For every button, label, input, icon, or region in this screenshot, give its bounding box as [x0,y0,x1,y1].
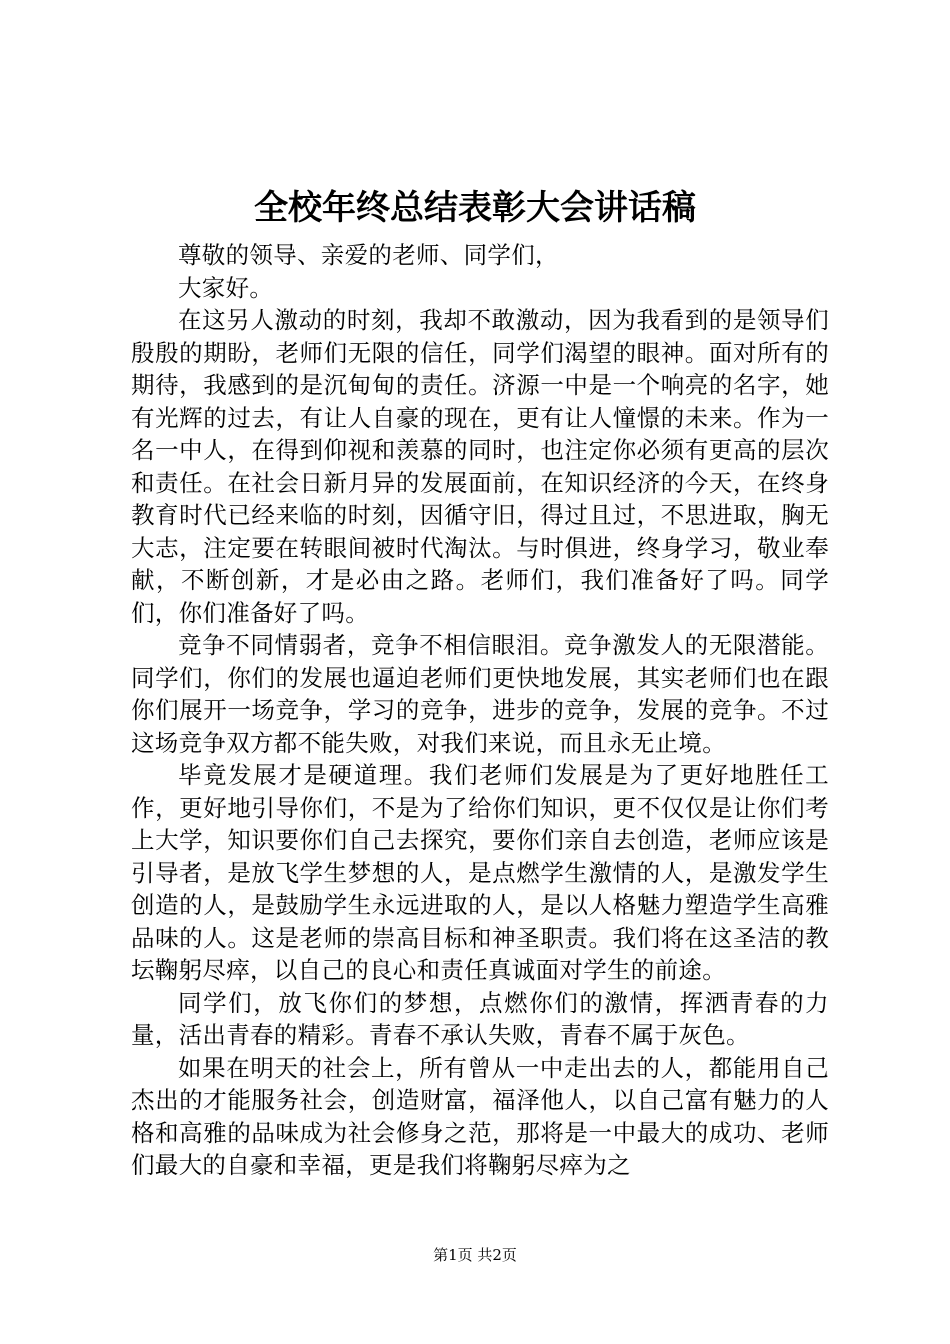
page-number-footer: 第1页 共2页 [433,1246,517,1264]
paragraph: 如果在明天的社会上，所有曾从一中走出去的人，都能用自己杰出的才能服务社会，创造财富，福泽他人，以自己富有魅力的人格和高雅的品味成为社会修身之范，那将是一中最大的成功、老师们最大的自豪和幸福，更是我们将鞠躬尽瘁为之 [131,1053,829,1179]
document-title: 全校年终总结表彰大会讲话稿 [254,188,696,228]
greeting: 大家好。 [178,273,274,302]
paragraph: 同学们，放飞你们的梦想，点燃你们的激情，挥洒青春的力量，活出青春的精彩。青春不承认失败，青春不属于灰色。 [131,988,829,1049]
document-body [131,239,829,1182]
paragraph: 毕竟发展才是硬道理。我们老师们发展是为了更好地胜任工作，更好地引导你们，不是为了给你们知识，更不仅仅是让你们考上大学，知识要你们自己去探究，要你们亲自去创造，老师应该是引导者，是放飞学生梦想的人，是点燃学生激情的人，是激发学生创造的人，是鼓励学生永远进取的人，是以人格魅力塑造学生高雅品味的人。这是老师的崇高目标和神圣职责。我们将在这圣洁的教坛鞠躬尽瘁，以自己的良心和责任真诚面对学生的前途。 [131,761,829,984]
salutation: 尊敬的领导、亲爱的老师、同学们， [178,241,559,269]
paragraph: 竞争不同情弱者，竞争不相信眼泪。竞争激发人的无限潜能。同学们，你们的发展也逼迫老师们更快地发展，其实老师们也在跟你们展开一场竞争，学习的竞争，进步的竞争，发展的竞争。不过这场竞争双方都不能失败，对我们来说，而且永无止境。 [131,631,829,757]
paragraph: 在这另人激动的时刻，我却不敢激动，因为我看到的是领导们殷殷的期盼，老师们无限的信任，同学们渴望的眼神。面对所有的期待，我感到的是沉甸甸的责任。济源一中是一个响亮的名字，她有光辉的过去，有让人自豪的现在，更有让人憧憬的未来。作为一名一中人，在得到仰视和羡慕的同时，也注定你必须有更高的层次和责任。在社会日新月异的发展面前，在知识经济的今天，在终身教育时代已经来临的时刻，因循守旧，得过且过，不思进取，胸无大志，注定要在转眼间被时代淘汰。与时俱进，终身学习，敬业奉献，不断创新，才是必由之路。老师们，我们准备好了吗。同学们，你们准备好了吗。 [131,306,829,627]
